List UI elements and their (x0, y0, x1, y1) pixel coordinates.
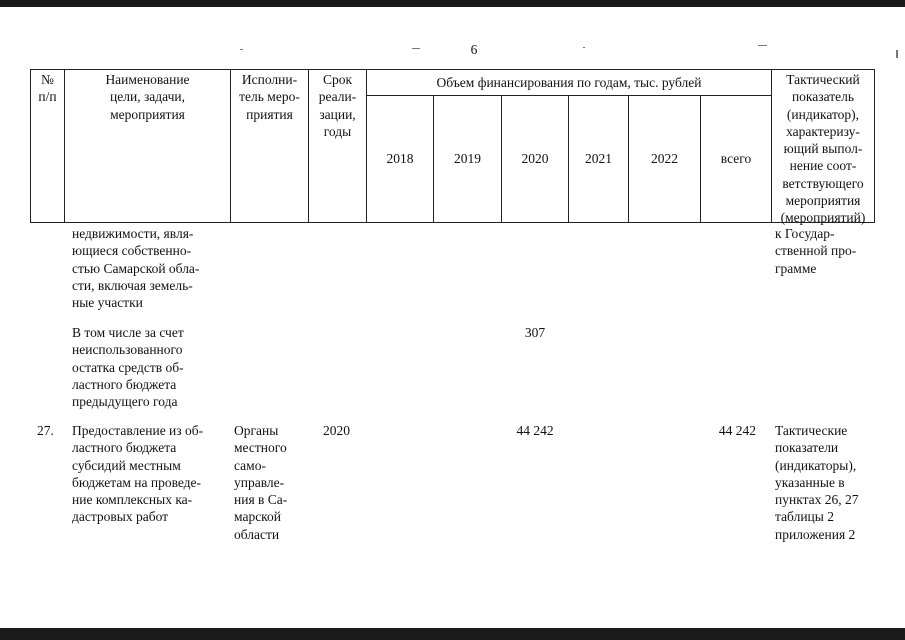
scan-speck (758, 45, 767, 46)
header-indicator-column: Тактический показатель (индикатор), характеризу- ющий выпол- нение соот- ветствующего мероприятия (мероприятий) (780, 72, 866, 226)
table-top-line (30, 69, 874, 70)
scan-speck (896, 50, 898, 58)
table-header-bottom-line (30, 222, 874, 223)
top-border (0, 0, 905, 7)
row-27-name: Предоставление из об- ластного бюджета субсидий местным бюджетам на проведе- ние комплексных ка- дастровых работ (72, 423, 204, 525)
row-27-value-2020: 44 242 (516, 423, 554, 438)
header-funding-column: Объем финансирования по годам, тыс. рублей (436, 75, 702, 90)
header-year-2020: 2020 (521, 151, 549, 166)
header-term-column: Срок реали- зации, годы (318, 72, 357, 139)
scan-speck (240, 49, 243, 50)
header-year-2018: 2018 (386, 151, 414, 166)
page-number: 6 (470, 42, 478, 57)
row-27-indicator: Тактические показатели (индикаторы), указанные в пунктах 26, 27 таблицы 2 приложения 2 (775, 423, 859, 542)
row-27-total: 44 242 (718, 423, 756, 438)
header-executor-column: Исполни- тель меро- приятия (239, 72, 300, 122)
row-27-number: 27. (37, 423, 54, 438)
subrow-value-2020: 307 (524, 325, 546, 340)
header-name-column: Наименование цели, задачи, мероприятия (105, 72, 190, 122)
col-divider (366, 69, 367, 223)
col-divider (874, 69, 875, 223)
continuation-indicator: к Государ- ственной про- грамме (775, 226, 857, 276)
header-number-column: № п/п (38, 72, 57, 105)
header-year-2022: 2022 (651, 151, 678, 166)
scan-speck (583, 47, 585, 48)
continuation-name: недвижимости, явля- ющиеся собственно- стью Самарской обла- сти, включая земель- ные участки (72, 226, 200, 311)
row-27-term: 2020 (323, 423, 350, 438)
header-year-2019: 2019 (454, 151, 481, 166)
header-year-2021: 2021 (585, 151, 612, 166)
scan-speck (412, 48, 420, 49)
subrow-name: В том числе за счет неиспользованного остатка средств об- ластного бюджета предыдущего года (72, 325, 184, 410)
row-27-executor: Органы местного само- управле- ния в Са- марской области (234, 423, 288, 542)
header-total: всего (720, 151, 752, 166)
bottom-border (0, 628, 905, 640)
